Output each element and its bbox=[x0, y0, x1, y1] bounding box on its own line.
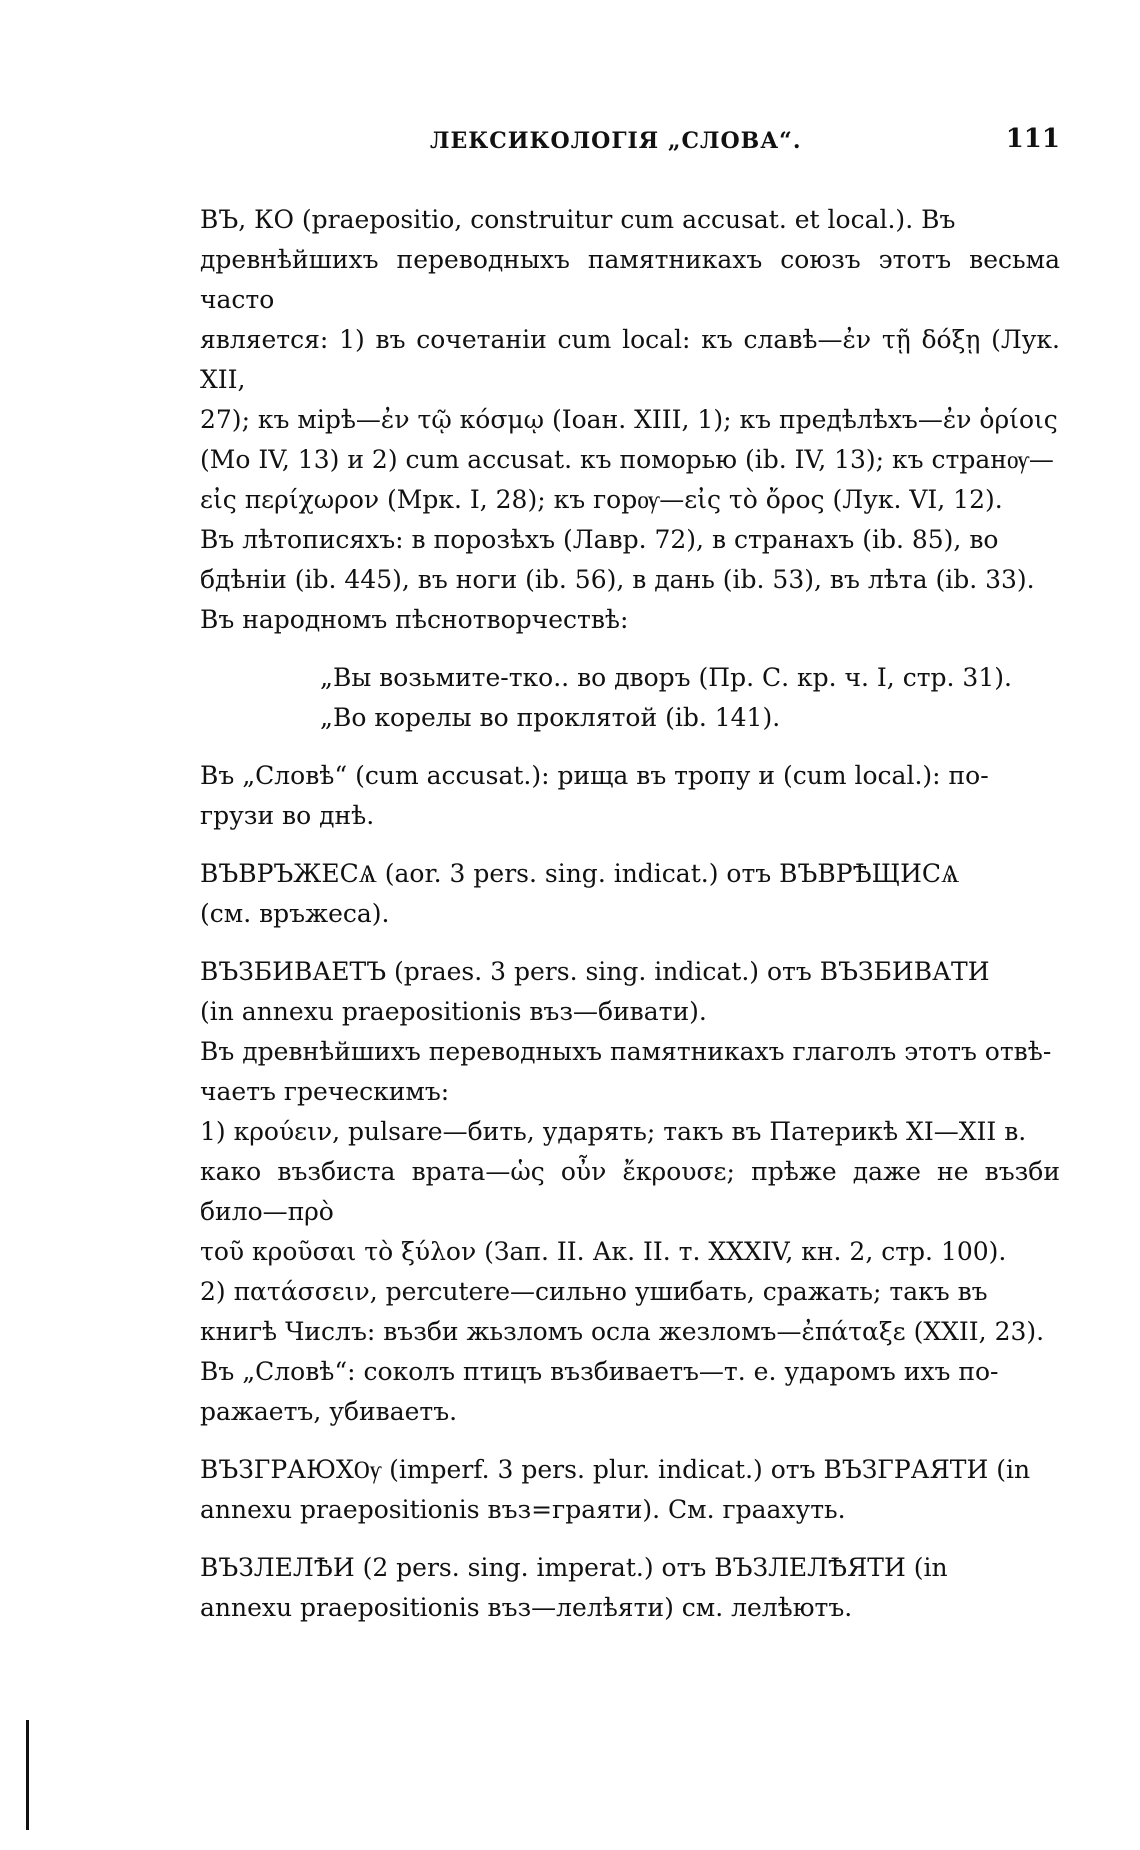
entry-headword-line: ВЪЗГРАЮХѸ (imperf. 3 pers. plur. indicat.) отъ ВЪЗГРАЯТИ (in bbox=[200, 1455, 1031, 1484]
text-line: ражаетъ, убиваетъ. bbox=[200, 1397, 458, 1426]
entry-headword-line: ВЪЗЛЕЛѢИ (2 pers. sing. imperat.) отъ ВЪЗЛЕЛѢЯТИ (in bbox=[200, 1553, 948, 1582]
text-line: (Мо IV, 13) и 2) cum accusat. къ поморью (ib. IV, 13); къ странѹ— bbox=[200, 445, 1054, 474]
text-line: annexu praepositionis въз—лелѣяти) см. лелѣютъ. bbox=[200, 1593, 853, 1622]
text-line: annexu praepositionis въз=граяти). См. граахуть. bbox=[200, 1495, 846, 1524]
text-line: τοῦ κροῦσαι τὸ ξύλον (Зап. II. Ак. II. т. XXXIV, кн. 2, стр. 100). bbox=[200, 1237, 1007, 1266]
page-body bbox=[200, 200, 1060, 1628]
text-line: Въ „Словѣ“ (cum accusat.): рища въ тропу и (cum local.): по- bbox=[200, 761, 989, 790]
text-line: бдѣніи (ib. 445), въ ноги (ib. 56), в дань (ib. 53), въ лѣта (ib. 33). bbox=[200, 565, 1035, 594]
text-line: 2) πατάσσειν, percutere—сильно ушибать, сражать; такъ въ bbox=[200, 1277, 988, 1306]
page-number: 111 bbox=[1005, 124, 1060, 154]
quote-line: „Во корелы во проклятой (ib. 141). bbox=[320, 703, 781, 732]
text-line: чаетъ греческимъ: bbox=[200, 1077, 450, 1106]
text-line: является: 1) въ сочетаніи cum local: къ славѣ—ἐν τῇ δόξῃ (Лук. XII, bbox=[200, 325, 1060, 394]
text-line: грузи во днѣ. bbox=[200, 801, 375, 830]
text-line: древнѣйшихъ переводныхъ памятникахъ союзъ этотъ весьма часто bbox=[200, 245, 1060, 314]
page-header bbox=[200, 124, 1060, 168]
quote-line: „Вы возьмите-тко.. во дворъ (Пр. С. кр. ч. I, стр. 31). bbox=[320, 663, 1012, 692]
scan-margin-line bbox=[26, 1720, 29, 1830]
text-line: книгѣ Числъ: възби жьзломъ осла жезломъ—ἐπάταξε (XXII, 23). bbox=[200, 1317, 1045, 1346]
text-line: 1) κρούειν, pulsare—бить, ударять; такъ въ Патерикѣ XI—XII в. bbox=[200, 1117, 1027, 1146]
text-line: εἰς περίχωρον (Мрк. I, 28); къ горѹ—εἰς τὸ ὄρος (Лук. VI, 12). bbox=[200, 485, 1003, 514]
running-title: ЛЕКСИКОЛОГІЯ „СЛОВА“. bbox=[430, 128, 802, 154]
entry-headword-line: ВЪЗБИВАЕТЪ (praes. 3 pers. sing. indicat.) отъ ВЪЗБИВАТИ bbox=[200, 957, 990, 986]
entry-headword-line: ВЪВРЪЖЕСѦ (aor. 3 pers. sing. indicat.) отъ ВЪВРѢЩИСѦ bbox=[200, 859, 960, 888]
text-line: ВЪ, КО (praepositio, construitur cum accusat. et local.). Въ bbox=[200, 205, 956, 234]
text-line: Въ древнѣйшихъ переводныхъ памятникахъ глаголъ этотъ отвѣ- bbox=[200, 1037, 1052, 1066]
text-line: Въ народномъ пѣснотворчествѣ: bbox=[200, 605, 629, 634]
text-line: Въ „Словѣ“: соколъ птицъ възбиваетъ—т. е. ударомъ ихъ по- bbox=[200, 1357, 999, 1386]
text-line: (см. връжеса). bbox=[200, 899, 390, 928]
text-line: како възбиста врата—ὡς οὖν ἔκρουσε; прѣже даже не възби било—πρὸ bbox=[200, 1157, 1060, 1226]
text-line: Въ лѣтописяхъ: в порозѣхъ (Лавр. 72), в странахъ (ib. 85), во bbox=[200, 525, 999, 554]
text-line: 27); къ мірѣ—ἐν τῷ κόσμῳ (Іоан. XIII, 1); къ предѣлѣхъ—ἐν ὁρίοις bbox=[200, 405, 1058, 434]
text-line: (in annexu praepositionis въз—бивати). bbox=[200, 997, 707, 1026]
